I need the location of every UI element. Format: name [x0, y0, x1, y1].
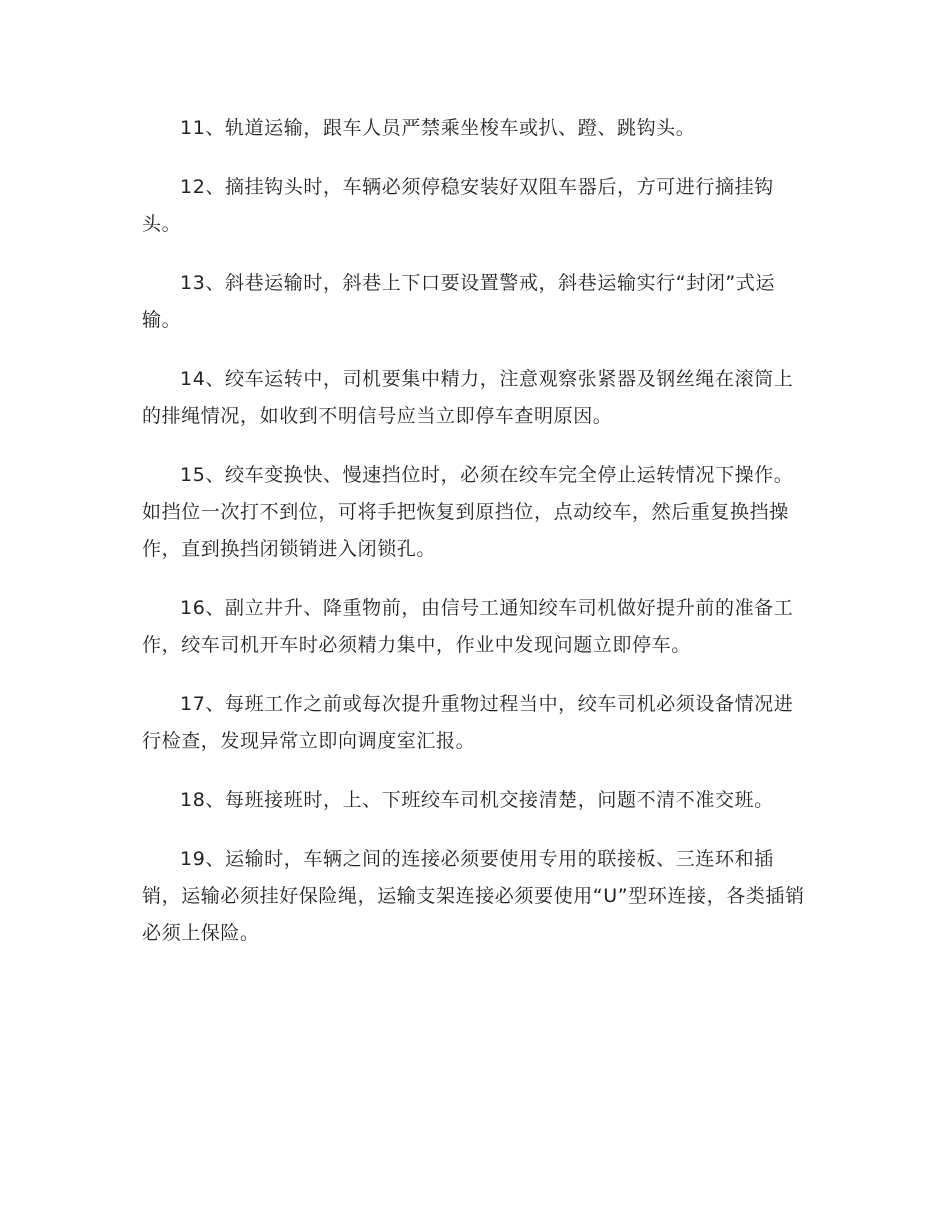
- paragraph-15: 15、绞车变换快、慢速挡位时，必须在绞车完全停止运转情况下操作。如挡位一次打不到位，可将手把恢复到原挡位，点动绞车，然后重复换挡操作，直到换挡闭锁销进入闭锁孔。: [142, 464, 794, 560]
- paragraph-13: 13、斜巷运输时，斜巷上下口要设置警戒，斜巷运输实行“封闭”式运输。: [142, 272, 776, 331]
- paragraph-11: 11、轨道运输，跟车人员严禁乘坐梭车或扒、蹬、跳钩头。: [180, 117, 696, 139]
- paragraph-18: 18、每班接班时，上、下班绞车司机交接清楚，问题不清不准交班。: [180, 789, 774, 811]
- paragraph-12: 12、摘挂钩头时，车辆必须停稳安装好双阻车器后，方可进行摘挂钩头。: [142, 176, 774, 235]
- paragraph-14: 14、绞车运转中，司机要集中精力，注意观察张紧器及钢丝绳在滚筒上的排绳情况，如收到不明信号应当立即停车查明原因。: [142, 368, 794, 427]
- paragraph-16: 16、副立井升、降重物前，由信号工通知绞车司机做好提升前的准备工作，绞车司机开车时必须精力集中，作业中发现问题立即停车。: [142, 597, 794, 656]
- paragraph-17: 17、每班工作之前或每次提升重物过程当中，绞车司机必须设备情况进行检查，发现异常立即向调度室汇报。: [142, 693, 794, 752]
- document-body: [142, 110, 808, 974]
- paragraph-19: 19、运输时，车辆之间的连接必须要使用专用的联接板、三连环和插销，运输必须挂好保险绳，运输支架连接必须要使用“U”型环连接，各类插销必须上保险。: [142, 848, 805, 944]
